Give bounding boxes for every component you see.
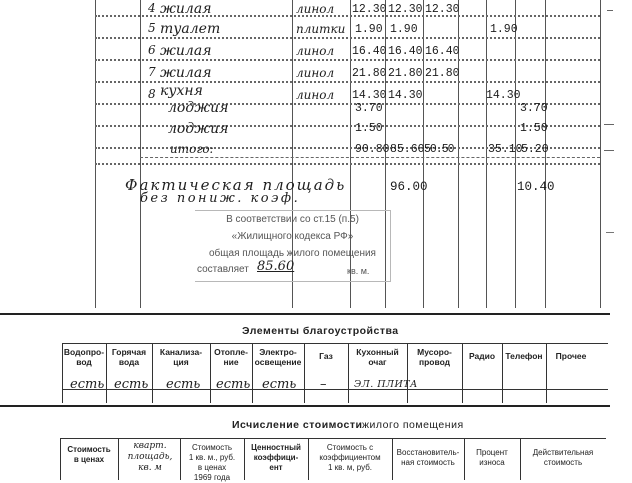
margin-mark: [606, 232, 614, 237]
cost-header-restoration: Восстановитель- ная стоимость: [396, 448, 460, 467]
amenity-value-lighting: есть: [262, 377, 297, 392]
room-floor: линол: [296, 88, 335, 102]
room-number: 8: [148, 87, 156, 101]
room-row: [0, 121, 632, 139]
room-total: 14.30: [352, 89, 387, 102]
room-floor: линол: [296, 66, 335, 80]
amenity-value-hot-water: есть: [114, 377, 149, 392]
amenity-header-stove: Кухонный очаг: [356, 347, 399, 367]
amenities-section: [62, 313, 608, 403]
cost-header-price-coef: Стоимость с коэффициентом 1 кв. м, руб.: [319, 443, 381, 472]
totals-aux: 35.10: [488, 143, 523, 156]
room-living: 16.40: [425, 45, 460, 58]
room-name: лоджия: [168, 121, 229, 137]
cost-header-actual: Действительная стоимость: [532, 448, 594, 467]
room-number: 6: [148, 43, 156, 57]
stamp-line-3: общая площадь жилого помещения: [209, 248, 376, 259]
amenity-header-water: Водопро- вод: [63, 347, 105, 367]
room-row: [0, 64, 632, 82]
room-row: [0, 0, 632, 18]
room-number: 5: [148, 21, 156, 35]
totals-subtotal: 85.60: [390, 143, 425, 156]
room-total: 3.70: [355, 102, 383, 115]
room-total: 16.40: [352, 45, 387, 58]
cost-header-1969: Стоимость 1 кв. м., руб. в ценах 1969 года: [188, 443, 236, 482]
stamp-line-2: «Жилищного кодекса РФ»: [231, 231, 354, 242]
stamp-unit: кв. м.: [347, 266, 370, 276]
amenities-title: Элементы благоустройства: [242, 325, 399, 337]
room-total: 1.90: [355, 23, 383, 36]
amenity-header-garbage: Мусоро- провод: [417, 347, 452, 367]
totals-loggia: 5.20: [521, 143, 549, 156]
amenity-header-hot-water: Горячая вода: [111, 347, 147, 367]
room-total: 1.50: [355, 122, 383, 135]
stamp-value: 85.60: [257, 259, 295, 274]
cost-header-area: кварт. площадь, кв. м: [127, 441, 173, 473]
room-name: кухня: [160, 83, 203, 99]
amenity-value-heating: есть: [216, 377, 251, 392]
cost-header-price: Стоимость в ценах: [67, 445, 111, 464]
room-aux: 1.90: [490, 23, 518, 36]
totals-total: 90.80: [355, 143, 390, 156]
amenity-header-radio: Радио: [468, 351, 496, 361]
room-subtotal: 12.30: [388, 3, 423, 16]
legal-stamp: [195, 210, 391, 282]
room-name: жилая: [160, 43, 212, 59]
room-living: 21.80: [425, 67, 460, 80]
amenity-header-sewer: Канализа- ция: [159, 347, 203, 367]
room-loggia: 3.70: [520, 102, 548, 115]
totals-living: 50.50: [424, 143, 454, 156]
totals-row: [0, 140, 632, 158]
room-total: 12.30: [352, 3, 387, 16]
actual-area: [0, 174, 632, 210]
margin-mark: [604, 150, 614, 155]
amenity-header-heating: Отопле- ние: [214, 347, 248, 367]
room-row: [0, 100, 632, 118]
room-floor: линол: [296, 2, 335, 16]
room-loggia: 1.50: [520, 122, 548, 135]
cost-title-suffix: жилого помещения: [362, 419, 464, 431]
room-row: [0, 20, 632, 38]
stamp-line-1: В соответствии со ст.15 (п.5): [226, 214, 359, 225]
actual-area-loggia: 10.40: [517, 180, 555, 194]
room-subtotal: 16.40: [388, 45, 423, 58]
room-living: 12.30: [425, 3, 460, 16]
amenity-header-lighting: Электро- освещение: [254, 347, 302, 367]
room-name: лоджия: [168, 100, 229, 116]
room-aux: 14.30: [486, 89, 521, 102]
totals-label: итого:: [170, 142, 214, 156]
room-number: 4: [148, 1, 156, 15]
room-floor: линол: [296, 44, 335, 58]
room-row: [0, 42, 632, 60]
amenity-header-phone: Телефон: [505, 351, 543, 361]
amenity-header-other: Прочее: [555, 351, 587, 361]
actual-area-line1: Фактическая площадь: [125, 176, 347, 194]
cost-header-wear: Процент износа: [476, 448, 508, 467]
room-total: 21.80: [352, 67, 387, 80]
room-number: 7: [148, 65, 156, 79]
cost-header-coef: Ценностный коэффици- ент: [251, 443, 301, 472]
room-name: жилая: [160, 1, 212, 17]
cost-title: Исчисление стоимости: [232, 419, 363, 431]
room-subtotal: 21.80: [388, 67, 423, 80]
room-floor: плитки: [296, 22, 346, 36]
amenity-header-gas: Газ: [319, 351, 333, 361]
amenity-value-water: есть: [70, 377, 105, 392]
actual-area-line2: без пониж. коэф.: [140, 191, 301, 206]
room-subtotal: 14.30: [388, 89, 423, 102]
margin-mark: [604, 124, 614, 129]
room-name: жилая: [160, 65, 212, 81]
amenity-value-gas: –: [320, 377, 327, 392]
room-subtotal: 1.90: [390, 23, 418, 36]
cost-section: [62, 405, 608, 480]
room-name: туалет: [160, 21, 221, 37]
amenity-value-stove: ЭЛ. ПЛИТА: [354, 379, 418, 390]
margin-mark: [607, 10, 613, 15]
amenity-value-sewer: есть: [166, 377, 201, 392]
stamp-prefix: составляет: [197, 264, 249, 275]
actual-area-total: 96.00: [390, 180, 428, 194]
